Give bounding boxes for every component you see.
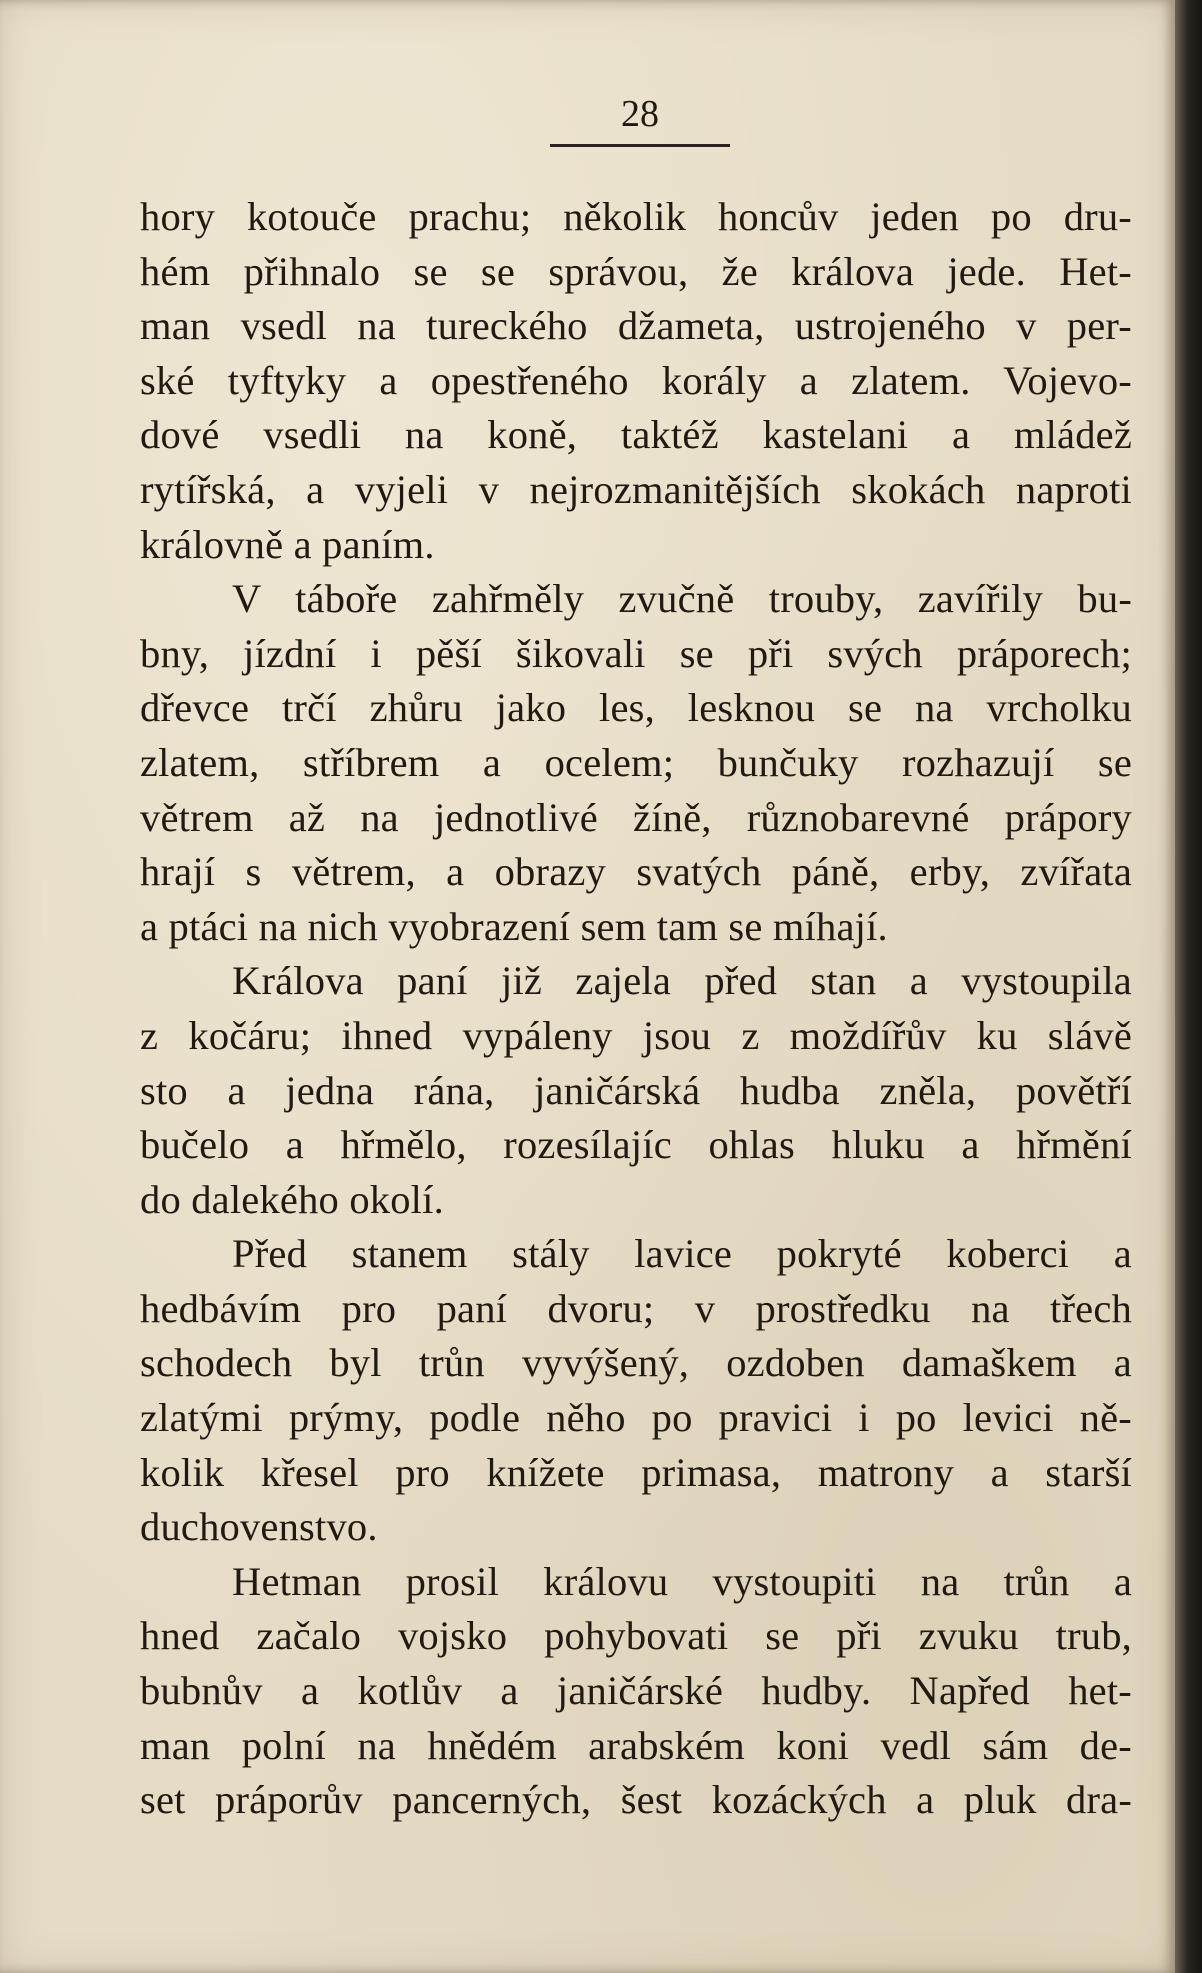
text-line: rytířská, a vyjeli v nejrozmanitějších skokách naproti [140,466,1132,512]
text-line: královně a paním. [140,521,435,567]
text-line: hedbávím pro paní dvoru; v prostředku na třech [140,1285,1132,1331]
text-line: bučelo a hřmělo, rozesílajíc ohlas hluku a hřmění [140,1122,1132,1168]
text-line: set práporův pancerných, šest kozáckých a pluk dra- [140,1777,1132,1823]
text-line: dřevce trčí zhůru jako les, lesknou se na vrcholku [140,685,1132,731]
text-line: Před stanem stály lavice pokryté koberci a [232,1231,1132,1277]
text-line: schodech byl trůn vyvýšený, ozdoben damaškem a [140,1340,1132,1386]
text-line: bubnův a kotlův a janičárské hudby. Napřed het- [140,1668,1132,1714]
text-line: hory kotouče prachu; několik honcův jeden po dru- [140,194,1132,239]
text-line: sto a jedna rána, janičárská hudba zněla, povětří [140,1067,1132,1113]
text-line: Králova paní již zajela před stan a vystoupila [232,958,1132,1004]
text-line: a ptáci na nich vyobrazení sem tam se míhají. [140,903,888,949]
text-line: hned začalo vojsko pohybovati se při zvuku trub, [140,1613,1132,1659]
text-line: větrem až na jednotlivé žíně, různobarevné prápory [140,794,1132,840]
page-text [140,190,1132,1828]
text-line: bny, jízdní i pěší šikovali se při svých práporech; [140,630,1132,676]
text-line: zlatými prýmy, podle něho po pravici i po levici ně- [140,1395,1132,1441]
text-line: man polní na hnědém arabském koni vedl sám de- [140,1722,1132,1768]
page-number-rule [550,144,730,147]
text-line: zlatem, stříbrem a ocelem; bunčuky rozhazují se [140,739,1132,785]
text-line: Hetman prosil královu vystoupiti na trůn a [232,1558,1132,1604]
text-line: kolik křesel pro knížete primasa, matrony a starší [140,1449,1132,1495]
page-number: 28 [621,93,659,135]
text-line: dové vsedli na koně, taktéž kastelani a mládež [140,412,1132,458]
text-line: hrají s větrem, a obrazy svatých páně, erby, zvířata [140,849,1132,895]
book-spine-edge [1175,0,1202,1973]
text-line: z kočáru; ihned vypáleny jsou z moždířův ku slávě [140,1012,1132,1058]
text-line: duchovenstvo. [140,1504,378,1550]
text-line: man vsedl na tureckého džameta, ustrojeného v per- [140,303,1132,349]
text-line: ské tyftyky a opestřeného korály a zlatem. Vojevo- [140,357,1132,403]
text-line: V táboře zahřměly zvučně trouby, zavířily bu- [232,576,1132,622]
text-line: do dalekého okolí. [140,1176,444,1222]
text-line: hém přihnalo se se správou, že králova jede. Het- [140,248,1132,294]
